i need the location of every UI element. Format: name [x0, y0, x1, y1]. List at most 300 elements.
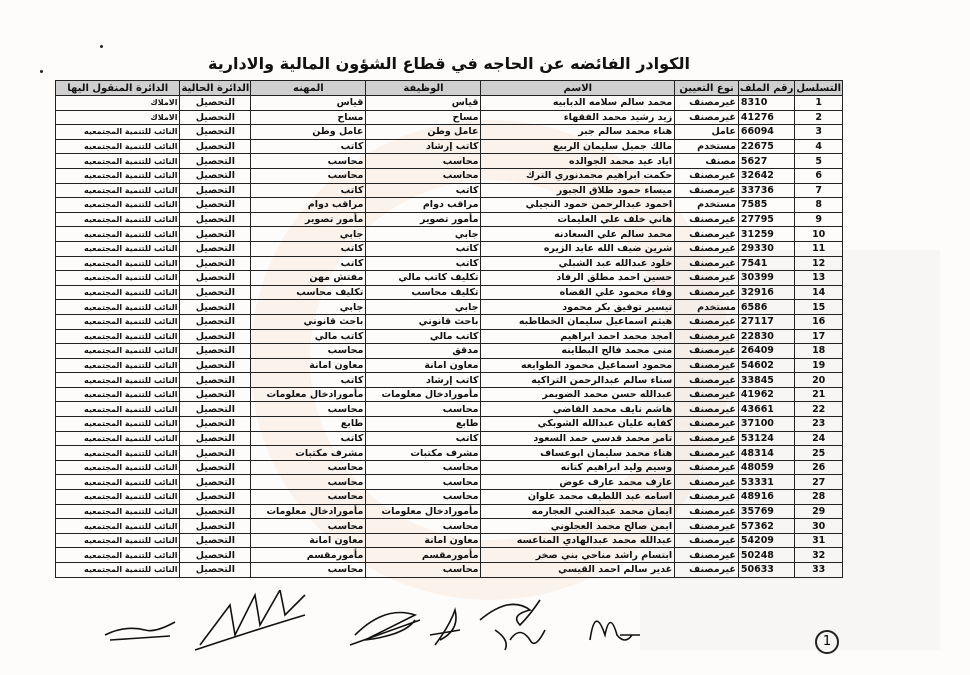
- name-cell: هناء محمد سالم جبر: [481, 125, 675, 140]
- target-department-cell: النائب للتنمية المجتمعيه: [56, 139, 180, 154]
- job-title-cell: كاتب مالي: [366, 329, 481, 344]
- appointment-type-cell: غيرمصنف: [675, 344, 739, 359]
- appointment-type-cell: غيرمصنف: [675, 256, 739, 271]
- name-cell: حسين احمد مطلق الرفاد: [481, 271, 675, 286]
- profession-cell: طابع: [251, 417, 366, 432]
- table-row: [56, 110, 843, 125]
- file-number-cell: 37100: [738, 417, 795, 432]
- serial-cell: 22: [795, 402, 843, 417]
- name-cell: كفايه عليان عبدالله الشوبكي: [481, 417, 675, 432]
- current-department-cell: التحصيل: [180, 563, 251, 578]
- current-department-cell: التحصيل: [180, 519, 251, 534]
- appointment-type-cell: غيرمصنف: [675, 387, 739, 402]
- current-department-cell: التحصيل: [180, 475, 251, 490]
- appointment-type-cell: غيرمصنف: [675, 314, 739, 329]
- file-number-cell: 35769: [738, 504, 795, 519]
- name-cell: غدير سالم احمد القيسي: [481, 563, 675, 578]
- serial-cell: 1: [795, 96, 843, 111]
- table-row: [56, 519, 843, 534]
- name-cell: هاشم نايف محمد القاضي: [481, 402, 675, 417]
- appointment-type-cell: غيرمصنف: [675, 373, 739, 388]
- current-department-cell: التحصيل: [180, 417, 251, 432]
- target-department-cell: النائب للتنمية المجتمعيه: [56, 198, 180, 213]
- table-row: [56, 446, 843, 461]
- file-number-cell: 32642: [738, 168, 795, 183]
- scan-speck: [40, 70, 43, 73]
- file-number-cell: 53124: [738, 431, 795, 446]
- job-title-cell: تكليف محاسب: [366, 285, 481, 300]
- current-department-cell: التحصيل: [180, 490, 251, 505]
- profession-cell: كاتب: [251, 256, 366, 271]
- signature-6: [590, 621, 640, 640]
- current-department-cell: التحصيل: [180, 139, 251, 154]
- name-cell: عارف محمد عارف عوض: [481, 475, 675, 490]
- name-cell: تامر محمد قدسي حمد السعود: [481, 431, 675, 446]
- profession-cell: باحث قانوني: [251, 314, 366, 329]
- job-title-cell: مشرف مكتبات: [366, 446, 481, 461]
- name-cell: زيد رشيد محمد الفقهاء: [481, 110, 675, 125]
- serial-cell: 2: [795, 110, 843, 125]
- target-department-cell: النائب للتنمية المجتمعيه: [56, 533, 180, 548]
- profession-cell: محاسب: [251, 519, 366, 534]
- file-number-cell: 29330: [738, 241, 795, 256]
- name-cell: مالك جميل سليمان الربيع: [481, 139, 675, 154]
- serial-cell: 7: [795, 183, 843, 198]
- name-cell: احمود عبدالرحمن حمود النجيلي: [481, 198, 675, 213]
- current-department-cell: التحصيل: [180, 241, 251, 256]
- target-department-cell: النائب للتنمية المجتمعيه: [56, 431, 180, 446]
- table-row: [56, 300, 843, 315]
- appointment-type-cell: غيرمصنف: [675, 533, 739, 548]
- file-number-cell: 33736: [738, 183, 795, 198]
- file-number-cell: 8310: [738, 96, 795, 111]
- serial-cell: 19: [795, 358, 843, 373]
- current-department-cell: التحصيل: [180, 271, 251, 286]
- serial-cell: 10: [795, 227, 843, 242]
- target-department-cell: النائب للتنمية المجتمعيه: [56, 373, 180, 388]
- table-row: [56, 212, 843, 227]
- profession-cell: تكليف محاسب: [251, 285, 366, 300]
- job-title-cell: مراقب دوام: [366, 198, 481, 213]
- table-row: [56, 563, 843, 578]
- file-number-cell: 48059: [738, 460, 795, 475]
- profession-cell: مأمورادخال معلومات: [251, 504, 366, 519]
- file-number-cell: 30399: [738, 271, 795, 286]
- profession-cell: محاسب: [251, 490, 366, 505]
- job-title-cell: محاسب: [366, 460, 481, 475]
- appointment-type-cell: غيرمصنف: [675, 271, 739, 286]
- file-number-cell: 48314: [738, 446, 795, 461]
- target-department-cell: النائب للتنمية المجتمعيه: [56, 519, 180, 534]
- target-department-cell: النائب للتنمية المجتمعيه: [56, 563, 180, 578]
- table-row: [56, 256, 843, 271]
- target-department-cell: النائب للتنمية المجتمعيه: [56, 358, 180, 373]
- target-department-cell: النائب للتنمية المجتمعيه: [56, 285, 180, 300]
- name-cell: هاني خلف علي العليمات: [481, 212, 675, 227]
- serial-cell: 8: [795, 198, 843, 213]
- target-department-cell: النائب للتنمية المجتمعيه: [56, 154, 180, 169]
- serial-cell: 9: [795, 212, 843, 227]
- file-number-cell: 50633: [738, 563, 795, 578]
- signature-2: [195, 590, 305, 650]
- name-cell: هيثم اسماعيل سليمان الخطاطبه: [481, 314, 675, 329]
- table-row: [56, 548, 843, 563]
- job-title-cell: مساح: [366, 110, 481, 125]
- file-number-cell: 7541: [738, 256, 795, 271]
- profession-cell: جابي: [251, 300, 366, 315]
- name-cell: وفاء محمود علي القضاه: [481, 285, 675, 300]
- name-cell: عبدالله محمد عبدالهادي المناعسه: [481, 533, 675, 548]
- profession-cell: محاسب: [251, 402, 366, 417]
- job-title-cell: محاسب: [366, 490, 481, 505]
- table-row: [56, 241, 843, 256]
- profession-cell: كاتب: [251, 431, 366, 446]
- table-row: [56, 387, 843, 402]
- file-number-cell: 57362: [738, 519, 795, 534]
- profession-cell: مفتش مهن: [251, 271, 366, 286]
- job-title-cell: معاون امانة: [366, 533, 481, 548]
- profession-cell: معاون امانة: [251, 533, 366, 548]
- current-department-cell: التحصيل: [180, 256, 251, 271]
- profession-cell: مراقب دوام: [251, 198, 366, 213]
- serial-cell: 33: [795, 563, 843, 578]
- signature-1: [105, 622, 175, 640]
- target-department-cell: النائب للتنمية المجتمعيه: [56, 168, 180, 183]
- job-title-cell: مأمورادخال معلومات: [366, 504, 481, 519]
- target-department-cell: النائب للتنمية المجتمعيه: [56, 271, 180, 286]
- target-department-cell: النائب للتنمية المجتمعيه: [56, 125, 180, 140]
- target-department-cell: النائب للتنمية المجتمعيه: [56, 402, 180, 417]
- current-department-cell: التحصيل: [180, 183, 251, 198]
- job-title-cell: محاسب: [366, 475, 481, 490]
- file-number-cell: 43661: [738, 402, 795, 417]
- serial-cell: 32: [795, 548, 843, 563]
- appointment-type-cell: مستخدم: [675, 139, 739, 154]
- current-department-cell: التحصيل: [180, 314, 251, 329]
- serial-cell: 31: [795, 533, 843, 548]
- target-department-cell: النائب للتنمية المجتمعيه: [56, 548, 180, 563]
- serial-cell: 11: [795, 241, 843, 256]
- target-department-cell: النائب للتنمية المجتمعيه: [56, 417, 180, 432]
- table-row: [56, 198, 843, 213]
- appointment-type-cell: عامل: [675, 125, 739, 140]
- job-title-cell: مدقق: [366, 344, 481, 359]
- appointment-type-cell: غيرمصنف: [675, 183, 739, 198]
- profession-cell: كاتب: [251, 183, 366, 198]
- table-row: [56, 402, 843, 417]
- current-department-cell: التحصيل: [180, 154, 251, 169]
- target-department-cell: النائب للتنمية المجتمعيه: [56, 212, 180, 227]
- profession-cell: كاتب: [251, 373, 366, 388]
- page-title: الكوادر الفائضه عن الحاجه في قطاع الشؤون المالية والادارية: [208, 54, 690, 73]
- file-number-cell: 27117: [738, 314, 795, 329]
- file-number-cell: 54209: [738, 533, 795, 548]
- table-row: [56, 227, 843, 242]
- serial-cell: 23: [795, 417, 843, 432]
- current-department-cell: التحصيل: [180, 285, 251, 300]
- table-row: [56, 344, 843, 359]
- profession-cell: مأمورمقسم: [251, 548, 366, 563]
- table-row: [56, 475, 843, 490]
- serial-cell: 12: [795, 256, 843, 271]
- appointment-type-cell: غيرمصنف: [675, 446, 739, 461]
- job-title-cell: جابي: [366, 300, 481, 315]
- table-row: [56, 285, 843, 300]
- file-number-cell: 33845: [738, 373, 795, 388]
- target-department-cell: النائب للتنمية المجتمعيه: [56, 329, 180, 344]
- current-department-cell: التحصيل: [180, 212, 251, 227]
- file-number-cell: 66094: [738, 125, 795, 140]
- profession-cell: مأمور تصوير: [251, 212, 366, 227]
- table-header: [56, 81, 843, 96]
- name-cell: هناء محمد سليمان ابوعساف: [481, 446, 675, 461]
- column-header: الوظيفة: [366, 81, 481, 96]
- appointment-type-cell: غيرمصنف: [675, 460, 739, 475]
- name-cell: خلود عبدالله عبد الشبلي: [481, 256, 675, 271]
- table-row: [56, 504, 843, 519]
- name-cell: سناء سالم عبدالرحمن التراكيه: [481, 373, 675, 388]
- appointment-type-cell: غيرمصنف: [675, 563, 739, 578]
- target-department-cell: النائب للتنمية المجتمعيه: [56, 475, 180, 490]
- profession-cell: كاتب: [251, 241, 366, 256]
- current-department-cell: التحصيل: [180, 168, 251, 183]
- signatures: [100, 590, 740, 660]
- name-cell: ايمان محمد عبدالغني العجارمه: [481, 504, 675, 519]
- current-department-cell: التحصيل: [180, 402, 251, 417]
- serial-cell: 17: [795, 329, 843, 344]
- appointment-type-cell: غيرمصنف: [675, 504, 739, 519]
- file-number-cell: 41276: [738, 110, 795, 125]
- job-title-cell: كاتب إرشاد: [366, 139, 481, 154]
- appointment-type-cell: غيرمصنف: [675, 417, 739, 432]
- job-title-cell: كاتب: [366, 431, 481, 446]
- serial-cell: 26: [795, 460, 843, 475]
- job-title-cell: مأمور تصوير: [366, 212, 481, 227]
- profession-cell: محاسب: [251, 168, 366, 183]
- file-number-cell: 5627: [738, 154, 795, 169]
- profession-cell: معاون امانة: [251, 358, 366, 373]
- job-title-cell: مأمورادخال معلومات: [366, 387, 481, 402]
- file-number-cell: 48916: [738, 490, 795, 505]
- appointment-type-cell: غيرمصنف: [675, 402, 739, 417]
- file-number-cell: 50248: [738, 548, 795, 563]
- current-department-cell: التحصيل: [180, 329, 251, 344]
- serial-cell: 18: [795, 344, 843, 359]
- profession-cell: محاسب: [251, 475, 366, 490]
- table-row: [56, 183, 843, 198]
- table-row: [56, 460, 843, 475]
- target-department-cell: النائب للتنمية المجتمعيه: [56, 460, 180, 475]
- profession-cell: محاسب: [251, 344, 366, 359]
- appointment-type-cell: مستخدم: [675, 300, 739, 315]
- job-title-cell: كاتب: [366, 241, 481, 256]
- target-department-cell: النائب للتنمية المجتمعيه: [56, 183, 180, 198]
- job-title-cell: تكليف كاتب مالي: [366, 271, 481, 286]
- appointment-type-cell: غيرمصنف: [675, 241, 739, 256]
- profession-cell: مأمورادخال معلومات: [251, 387, 366, 402]
- profession-cell: كاتب مالي: [251, 329, 366, 344]
- profession-cell: محاسب: [251, 154, 366, 169]
- table-row: [56, 125, 843, 140]
- table-row: [56, 96, 843, 111]
- current-department-cell: التحصيل: [180, 344, 251, 359]
- name-cell: اسامه عبد اللطيف محمد علوان: [481, 490, 675, 505]
- table-row: [56, 271, 843, 286]
- file-number-cell: 27795: [738, 212, 795, 227]
- appointment-type-cell: غيرمصنف: [675, 96, 739, 111]
- table-row: [56, 490, 843, 505]
- profession-cell: كاتب: [251, 139, 366, 154]
- table-row: [56, 168, 843, 183]
- job-title-cell: مأمورمقسم: [366, 548, 481, 563]
- current-department-cell: التحصيل: [180, 504, 251, 519]
- target-department-cell: النائب للتنمية المجتمعيه: [56, 387, 180, 402]
- target-department-cell: الاملاك: [56, 110, 180, 125]
- job-title-cell: عامل وطن: [366, 125, 481, 140]
- appointment-type-cell: مستخدم: [675, 198, 739, 213]
- appointment-type-cell: غيرمصنف: [675, 358, 739, 373]
- table-row: [56, 533, 843, 548]
- profession-cell: مشرف مكتبات: [251, 446, 366, 461]
- current-department-cell: التحصيل: [180, 125, 251, 140]
- serial-cell: 27: [795, 475, 843, 490]
- name-cell: اياد عيد محمد الجوالده: [481, 154, 675, 169]
- job-title-cell: جابي: [366, 227, 481, 242]
- name-cell: منى محمد فالح البطاينه: [481, 344, 675, 359]
- column-header: الدائرة المنقول اليها: [56, 81, 180, 96]
- target-department-cell: النائب للتنمية المجتمعيه: [56, 314, 180, 329]
- table-row: [56, 154, 843, 169]
- appointment-type-cell: غيرمصنف: [675, 431, 739, 446]
- serial-cell: 30: [795, 519, 843, 534]
- appointment-type-cell: غيرمصنف: [675, 548, 739, 563]
- current-department-cell: التحصيل: [180, 373, 251, 388]
- target-department-cell: النائب للتنمية المجتمعيه: [56, 256, 180, 271]
- appointment-type-cell: غيرمصنف: [675, 168, 739, 183]
- table-row: [56, 358, 843, 373]
- appointment-type-cell: غيرمصنف: [675, 490, 739, 505]
- serial-cell: 13: [795, 271, 843, 286]
- file-number-cell: 22675: [738, 139, 795, 154]
- name-cell: محمد سالم سلامه الدبابيه: [481, 96, 675, 111]
- target-department-cell: النائب للتنمية المجتمعيه: [56, 344, 180, 359]
- appointment-type-cell: غيرمصنف: [675, 285, 739, 300]
- serial-cell: 3: [795, 125, 843, 140]
- appointment-type-cell: غيرمصنف: [675, 227, 739, 242]
- appointment-type-cell: مصنف: [675, 154, 739, 169]
- job-title-cell: كاتب: [366, 256, 481, 271]
- current-department-cell: التحصيل: [180, 96, 251, 111]
- target-department-cell: النائب للتنمية المجتمعيه: [56, 227, 180, 242]
- target-department-cell: النائب للتنمية المجتمعيه: [56, 241, 180, 256]
- current-department-cell: التحصيل: [180, 548, 251, 563]
- serial-cell: 28: [795, 490, 843, 505]
- job-title-cell: محاسب: [366, 168, 481, 183]
- file-number-cell: 31259: [738, 227, 795, 242]
- table-row: [56, 431, 843, 446]
- serial-cell: 4: [795, 139, 843, 154]
- signature-3: [350, 613, 420, 646]
- column-header: الدائرة الحالية: [181, 82, 250, 94]
- appointment-type-cell: غيرمصنف: [675, 519, 739, 534]
- profession-cell: عامل وطن: [251, 125, 366, 140]
- current-department-cell: التحصيل: [180, 110, 251, 125]
- table-row: [56, 417, 843, 432]
- serial-cell: 5: [795, 154, 843, 169]
- name-cell: وسيم وليد ابراهيم كتانه: [481, 460, 675, 475]
- current-department-cell: التحصيل: [180, 387, 251, 402]
- name-cell: ايمن صالح محمد العجلوني: [481, 519, 675, 534]
- column-header: المهنه: [251, 81, 366, 96]
- column-header: التسلسل: [796, 82, 841, 94]
- page-number: 1: [815, 630, 839, 654]
- profession-cell: محاسب: [251, 563, 366, 578]
- serial-cell: 15: [795, 300, 843, 315]
- table-row: [56, 329, 843, 344]
- appointment-type-cell: غيرمصنف: [675, 475, 739, 490]
- serial-cell: 24: [795, 431, 843, 446]
- target-department-cell: الاملاك: [56, 96, 180, 111]
- appointment-type-cell: غيرمصنف: [675, 329, 739, 344]
- staff-table: [55, 80, 843, 578]
- signature-5: [480, 600, 545, 650]
- name-cell: عبدالله حسن محمد الضويمر: [481, 387, 675, 402]
- column-header: نوع التعيين: [675, 81, 739, 96]
- job-title-cell: معاون امانة: [366, 358, 481, 373]
- name-cell: محمد سالم علي السعادنه: [481, 227, 675, 242]
- current-department-cell: التحصيل: [180, 460, 251, 475]
- current-department-cell: التحصيل: [180, 198, 251, 213]
- job-title-cell: باحث قانوني: [366, 314, 481, 329]
- name-cell: تيسير توفيق بكر محمود: [481, 300, 675, 315]
- file-number-cell: 53331: [738, 475, 795, 490]
- current-department-cell: التحصيل: [180, 300, 251, 315]
- target-department-cell: النائب للتنمية المجتمعيه: [56, 300, 180, 315]
- appointment-type-cell: غيرمصنف: [675, 110, 739, 125]
- profession-cell: قياس: [251, 96, 366, 111]
- name-cell: شرين ضيف الله عايد الزيره: [481, 241, 675, 256]
- serial-cell: 29: [795, 504, 843, 519]
- serial-cell: 6: [795, 168, 843, 183]
- appointment-type-cell: غيرمصنف: [675, 212, 739, 227]
- job-title-cell: كاتب: [366, 183, 481, 198]
- name-cell: حكمت ابراهيم محمدنوري الترك: [481, 168, 675, 183]
- job-title-cell: محاسب: [366, 519, 481, 534]
- job-title-cell: محاسب: [366, 402, 481, 417]
- name-cell: محمود اسماعيل محمود الطوايعه: [481, 358, 675, 373]
- name-cell: ابتسام راشد مناحي بني صخر: [481, 548, 675, 563]
- target-department-cell: النائب للتنمية المجتمعيه: [56, 446, 180, 461]
- job-title-cell: طابع: [366, 417, 481, 432]
- serial-cell: 21: [795, 387, 843, 402]
- target-department-cell: النائب للتنمية المجتمعيه: [56, 490, 180, 505]
- current-department-cell: التحصيل: [180, 533, 251, 548]
- file-number-cell: 54602: [738, 358, 795, 373]
- job-title-cell: قياس: [366, 96, 481, 111]
- current-department-cell: التحصيل: [180, 431, 251, 446]
- job-title-cell: محاسب: [366, 563, 481, 578]
- serial-cell: 20: [795, 373, 843, 388]
- name-cell: امجد محمد احمد ابراهيم: [481, 329, 675, 344]
- profession-cell: مساح: [251, 110, 366, 125]
- file-number-cell: 22830: [738, 329, 795, 344]
- serial-cell: 16: [795, 314, 843, 329]
- table-row: [56, 373, 843, 388]
- file-number-cell: 26409: [738, 344, 795, 359]
- name-cell: ميساء حمود طلاق الجبور: [481, 183, 675, 198]
- profession-cell: جابي: [251, 227, 366, 242]
- current-department-cell: التحصيل: [180, 358, 251, 373]
